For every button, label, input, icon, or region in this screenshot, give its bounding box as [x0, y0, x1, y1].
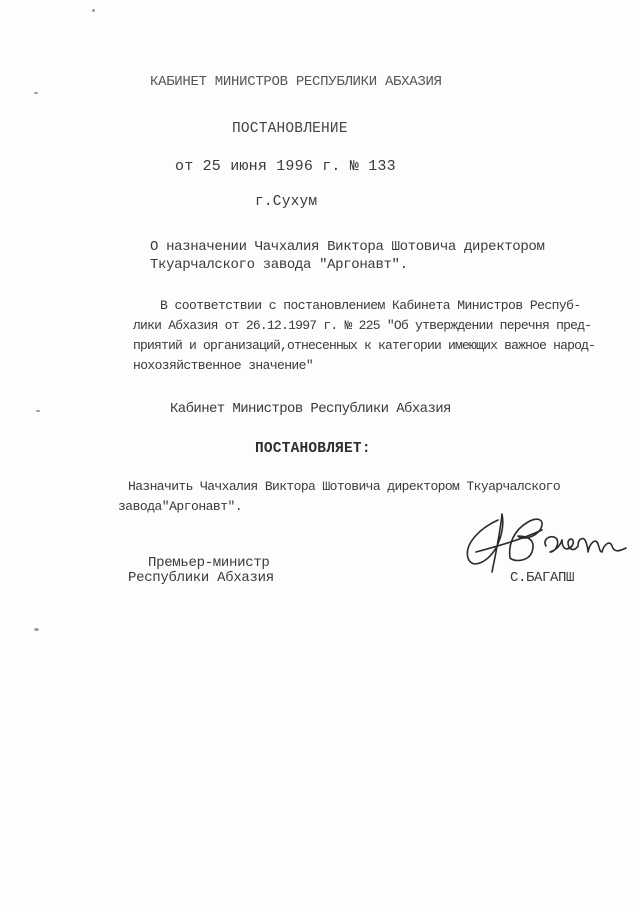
document-place: г.Сухум	[255, 194, 318, 210]
document-preamble-line: нохозяйственное значение"	[133, 358, 314, 373]
document-decree-line: Назначить Чачхалия Виктора Шотовича директором Ткуарчалского	[128, 479, 561, 494]
signatory-name: С.БАГАПШ	[510, 570, 575, 586]
document-decree-word: ПОСТАНОВЛЯЕТ:	[255, 441, 371, 457]
signatory-title: Премьер-министр	[148, 555, 270, 571]
scan-speck	[36, 410, 40, 412]
scan-speck	[92, 9, 95, 12]
signatory-title: Республики Абхазия	[128, 570, 274, 586]
document-type: ПОСТАНОВЛЕНИЕ	[232, 121, 348, 137]
handwritten-signature	[458, 500, 630, 580]
document-date-number: от 25 июня 1996 г. № 133	[175, 158, 396, 175]
document-subject-line: О назначении Чачхалия Виктора Шотовича директором	[150, 239, 545, 255]
scan-speck	[34, 628, 39, 631]
document-authority: Кабинет Министров Республики Абхазия	[170, 401, 451, 417]
document-preamble-line: лики Абхазия от 26.12.1997 г. № 225 "Об утверждении перечня пред-	[133, 318, 592, 333]
document-preamble-line: приятий и организаций,отнесенных к категории имеющих важное народ-	[133, 338, 596, 353]
document-subject-line: Ткуарчалского завода "Аргонавт".	[150, 257, 408, 273]
document-header: КАБИНЕТ МИНИСТРОВ РЕСПУБЛИКИ АБХАЗИЯ	[150, 74, 442, 90]
scan-speck	[34, 92, 38, 94]
document-decree-line: завода"Аргонавт".	[118, 499, 243, 514]
document-preamble-line: В соответствии с постановлением Кабинета Министров Респуб-	[160, 298, 581, 313]
